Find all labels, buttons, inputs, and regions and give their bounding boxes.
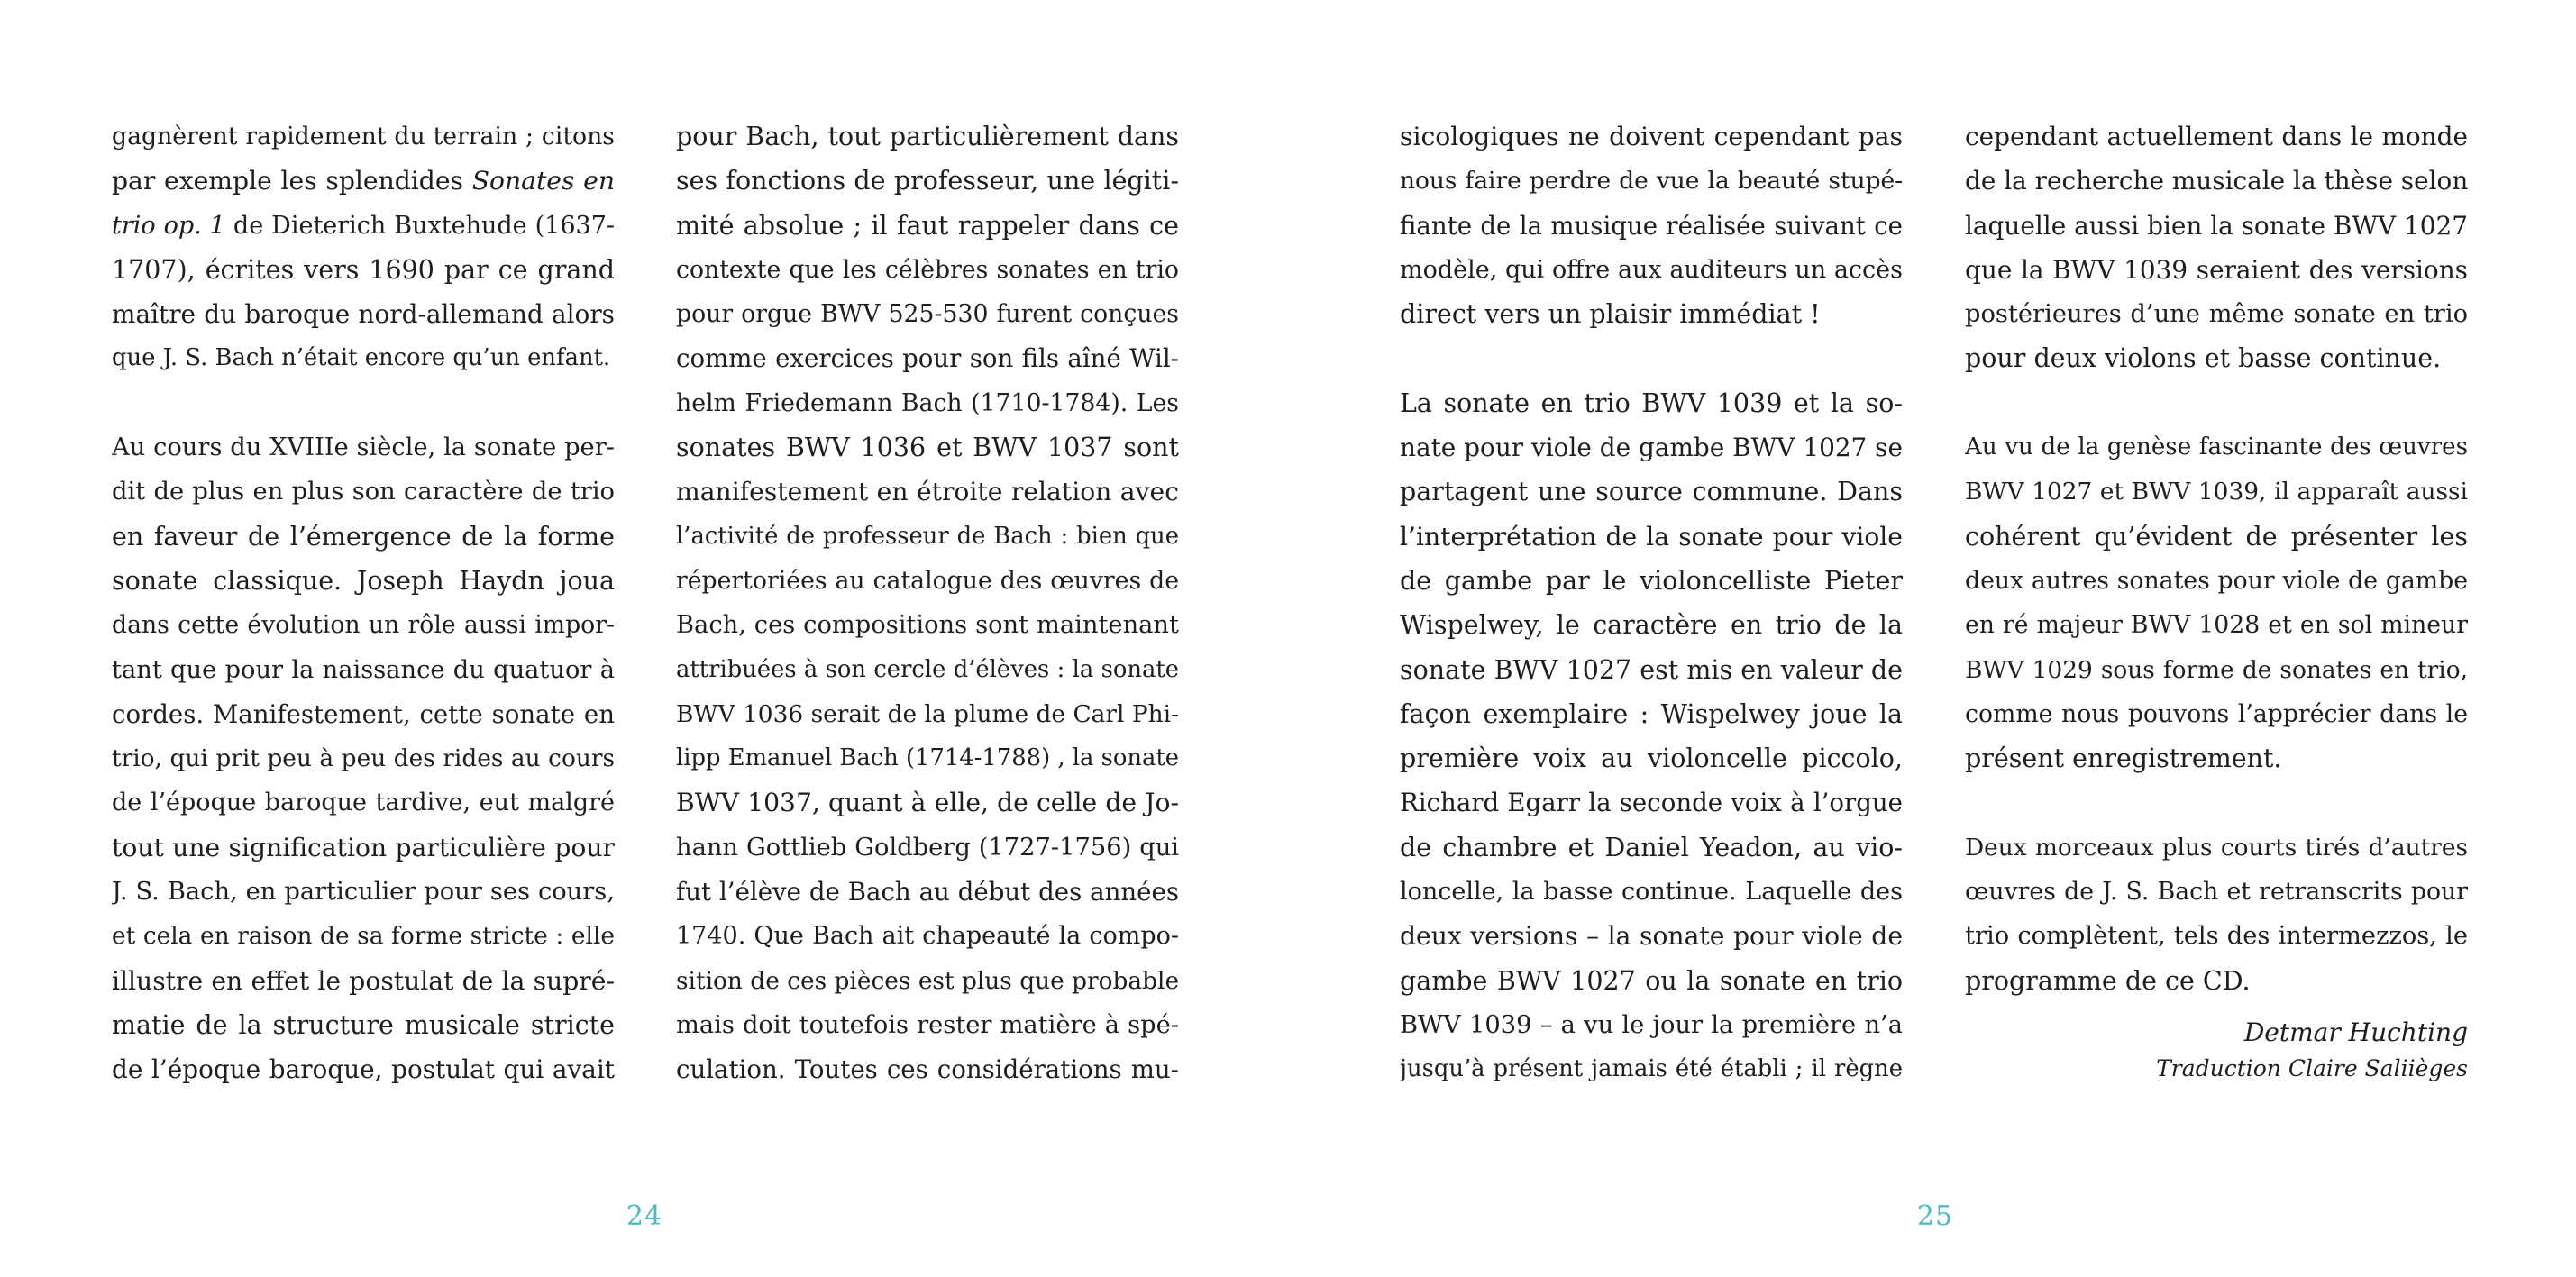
text-line: pour orgue BWV 525-530 furent conçues [676, 300, 1179, 329]
text-line: sition de ces pièces est plus que probable [676, 966, 1179, 995]
text-line: Au cours du XVIIIe siècle, la sonate per- [112, 433, 615, 462]
paragraph [1965, 425, 2468, 780]
text-line: direct vers un plaisir immédiat ! [1400, 299, 1821, 330]
text-line: pour deux violons et basse continue. [1965, 343, 2442, 374]
text-line: fut l’élève de Bach au début des années [676, 877, 1179, 908]
text-line: BWV 1036 serait de la plume de Carl Phi- [676, 699, 1179, 728]
text-line: hann Gottlieb Goldberg (1727-1756) qui [676, 833, 1179, 862]
text-line: partagent une source commune. Dans [1400, 477, 1903, 507]
text-line: BWV 1029 sous forme de sonates en trio, [1965, 655, 2468, 684]
text-line: manifestement en étroite relation avec [676, 477, 1179, 507]
text-line: trio complètent, tels des intermezzos, le [1965, 922, 2468, 951]
text-line: 1707), écrites vers 1690 par ce grand [112, 254, 615, 285]
text-line: mité absolue ; il faut rappeler dans ce [676, 210, 1179, 241]
text-line: comme exercices pour son fils aîné Wil- [676, 343, 1179, 374]
text-line: pour Bach, tout particulièrement dans [676, 122, 1179, 151]
text-line: cependant actuellement dans le monde [1965, 122, 2468, 151]
paragraph [1400, 114, 1903, 336]
text-line [112, 159, 615, 203]
text-line: Richard Egarr la seconde voix à l’orgue [1400, 788, 1903, 818]
text-line: 1740. Que Bach ait chapeauté la compo- [676, 922, 1179, 951]
text-line: dit de plus en plus son caractère de trio [112, 478, 615, 506]
text-line: présent enregistrement. [1965, 743, 2282, 774]
text-line: de la recherche musicale la thèse selon [1965, 166, 2468, 196]
text-line: Wispelwey, le caractère en trio de la [1400, 610, 1903, 641]
text-line: en ré majeur BWV 1028 et en sol mineur [1965, 611, 2468, 640]
text-line: jusqu’à présent jamais été établi ; il règne [1400, 1055, 1903, 1083]
text-line: J. S. Bach, en particulier pour ses cours, [112, 878, 615, 907]
text-line: que la BWV 1039 seraient des versions [1965, 254, 2468, 285]
text-line: tout une signification particulière pour [112, 832, 615, 862]
text-line: l’interprétation de la sonate pour viole [1400, 521, 1903, 552]
text-line: loncelle, la basse continue. Laquelle des [1400, 878, 1903, 907]
text-column-2 [676, 114, 1179, 1136]
text-line: nous faire perdre de vue la beauté stupé- [1400, 167, 1903, 196]
text-line: nate pour viole de gambe BWV 1027 se [1400, 433, 1903, 463]
text-line: comme nous pouvons l’apprécier dans le [1965, 699, 2468, 728]
text-line: gambe BWV 1027 ou la sonate en trio [1400, 965, 1903, 996]
text-line: dans cette évolution un rôle aussi impor- [112, 611, 615, 640]
paragraph [1400, 381, 1903, 1092]
text-line: de gambe par le violoncelliste Pieter [1400, 565, 1903, 596]
text-line: attribuées à son cercle d’élèves : la sonate [676, 655, 1179, 683]
text-line: gagnèrent rapidement du terrain ; citons [112, 123, 615, 151]
text-line: de l’époque baroque, postulat qui avait [112, 1054, 615, 1085]
text-column-3 [1400, 114, 1903, 1136]
text-line: modèle, qui offre aux auditeurs un accès [1400, 255, 1903, 284]
text-line: œuvres de J. S. Bach et retranscrits pour [1965, 878, 2468, 907]
text-fragment: par exemple les splendides [112, 166, 472, 196]
text-line: de chambre et Daniel Yeadon, au vio- [1400, 832, 1903, 862]
paragraph [1965, 825, 2468, 1003]
text-line: illustre en effet le postulat de la supré- [112, 965, 615, 996]
page-number: 24 [626, 1200, 663, 1232]
paragraph [112, 114, 615, 381]
text-line: Deux morceaux plus courts tirés d’autres [1965, 833, 2468, 862]
text-line: sonate classique. Joseph Haydn joua [112, 565, 615, 596]
text-line: sicologiques ne doivent cependant pas [1400, 122, 1903, 151]
text-line: laquelle aussi bien la sonate BWV 1027 [1965, 210, 2468, 241]
text-line: culation. Toutes ces considérations mu- [676, 1054, 1179, 1085]
text-line: l’activité de professeur de Bach : bien que [676, 522, 1179, 550]
text-line: deux autres sonates pour viole de gambe [1965, 566, 2468, 595]
text-column-1 [112, 114, 615, 1136]
text-line: lipp Emanuel Bach (1714-1788) , la sonate [676, 744, 1179, 772]
text-line: ses fonctions de professeur, une légiti- [676, 166, 1179, 196]
text-line: deux versions – la sonate pour viole de [1400, 921, 1903, 952]
text-line: que J. S. Bach n’était encore qu’un enfant. [112, 344, 611, 372]
text-line: matie de la structure musicale stricte [112, 1009, 615, 1040]
text-line: façon exemplaire : Wispelwey joue la [1400, 698, 1903, 729]
text-line [112, 204, 615, 248]
text-line: programme de ce CD. [1965, 965, 2251, 996]
text-line: de l’époque baroque tardive, eut malgré [112, 789, 615, 817]
text-line: tant que pour la naissance du quatuor à [112, 655, 615, 684]
text-line: maître du baroque nord-allemand alors [112, 299, 615, 330]
text-line: cordes. Manifestement, cette sonate en [112, 698, 615, 729]
text-line: mais doit toutefois rester matière à spé- [676, 1010, 1179, 1039]
paragraph [676, 114, 1179, 1092]
right-page [1288, 0, 2576, 1277]
page-number: 25 [1916, 1200, 1954, 1232]
translator-credit: Traduction Claire Saliièges [2156, 1055, 2468, 1082]
text-line: helm Friedemann Bach (1710-1784). Les [676, 388, 1179, 417]
text-line: fiante de la musique réalisée suivant ce [1400, 210, 1903, 241]
text-line: en faveur de l’émergence de la forme [112, 521, 615, 552]
text-line: première voix au violoncelle piccolo, [1400, 743, 1903, 774]
text-line: BWV 1037, quant à elle, de celle de Jo- [676, 788, 1179, 818]
text-line: sonates BWV 1036 et BWV 1037 sont [676, 433, 1179, 463]
text-column-4 [1965, 114, 2468, 1087]
italic-title: Sonates en [471, 166, 615, 196]
text-line: sonate BWV 1027 est mis en valeur de [1400, 654, 1903, 685]
text-line: Bach, ces compositions sont maintenant [676, 611, 1179, 640]
text-line: trio, qui prit peu à peu des rides au cours [112, 744, 615, 773]
paragraph [112, 425, 615, 1091]
author-signature: Detmar Huchting [2243, 1017, 2468, 1048]
text-line: La sonate en trio BWV 1039 et la so- [1400, 388, 1903, 418]
text-line: Au vu de la genèse fascinante des œuvres [1965, 433, 2468, 461]
paragraph [1965, 114, 2468, 381]
text-line: postérieures d’une même sonate en trio [1965, 300, 2468, 329]
text-line: et cela en raison de sa forme stricte : elle [112, 922, 615, 951]
text-line: contexte que les célèbres sonates en trio [676, 255, 1179, 284]
text-line: cohérent qu’évident de présenter les [1965, 521, 2468, 552]
text-line: BWV 1039 – a vu le jour la première n’a [1400, 1010, 1903, 1039]
text-line: répertoriées au catalogue des œuvres de [676, 566, 1179, 595]
text-fragment: de Dieterich Buxtehude (1637- [224, 211, 615, 240]
italic-title: trio op. 1 [112, 211, 225, 240]
text-line: BWV 1027 et BWV 1039, il apparaît aussi [1965, 478, 2468, 506]
